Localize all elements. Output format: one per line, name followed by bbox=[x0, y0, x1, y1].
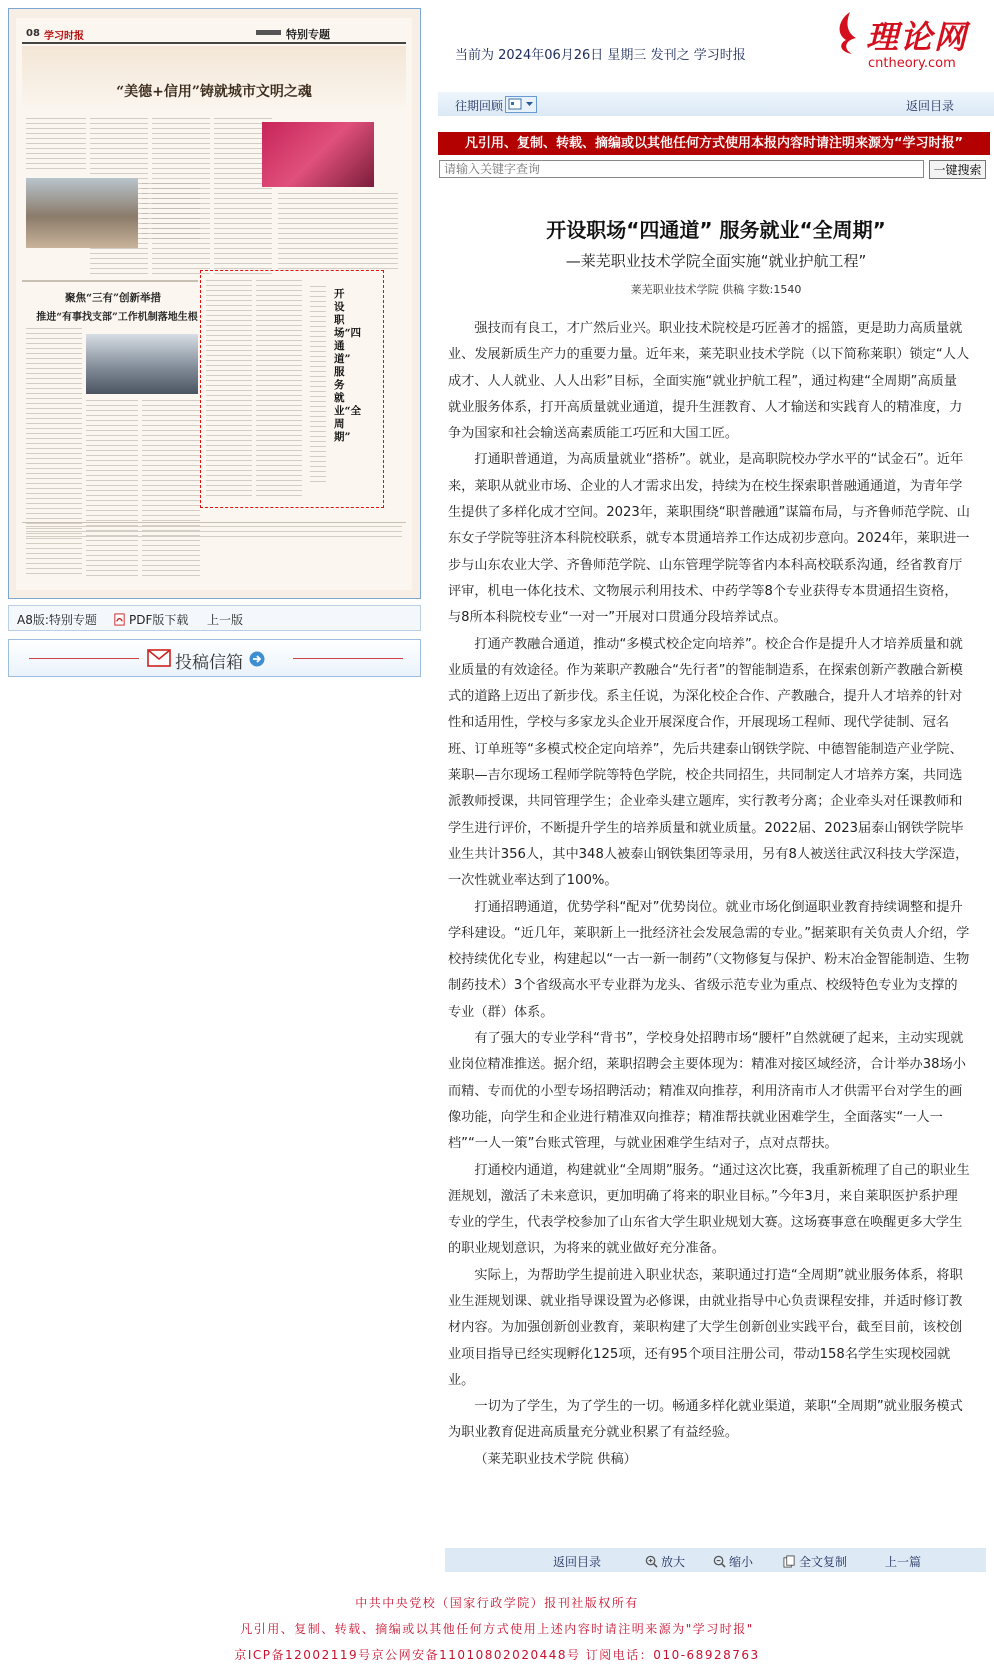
submission-mailbox-label: 投稿信箱 bbox=[175, 653, 243, 673]
article-paragraph: 打通校内通道，构建就业“全周期”服务。“通过这次比赛，我重新梳理了自己的职业生涯规划，激活了未来意识，更加明确了将来的职业目标。”今年3月，来自莱职医护系护理专业的学生，代表学校参加了山东省大学生职业规划大赛。这场赛事意在唤醒更多大学生的职业规划意识，为将来的就业做好充分准备。 bbox=[448, 1162, 970, 1257]
newspaper-photo-crowd bbox=[26, 178, 138, 248]
article-paragraph: 强技而有良工，才广然后业兴。职业技术院校是巧匠善才的摇篮，更是助力高质量就业、发展新质生产力的重要力量。近年来，莱芜职业技术学院（以下简称莱职）锁定“人人成才、人人就业、人人出彩”目标，全面实施“就业护航工程”，通过构建“全周期”高质量就业服务体系，打开高质量就业通道，提升生涯教育、人才输送和实践育人的精准度，力争为国家和社会输送高素质能工巧匠和大国工匠。 bbox=[448, 321, 970, 442]
article-paragraph: 打通产教融合通道，推动“多模式校企定向培养”。校企合作是提升人才培养质量和就业质量的有效途径。作为莱职产教融合“先行者”的智能制造系，在探索创新产教融合新模式的道路上迈出了新步伐。系主任说，为深化校企合作、产教融合，提升人才培养的针对性和适用性，学校与多家龙头企业开展深度合作，开展现场工程师、现代学徒制、冠名班、订单班等“多模式校企定向培养”，先后共建泰山钢铁学院、中德智能制造产业学院、莱职—吉尔现场工程师学院等特色学院，校企共同招生，共同制定人才培养方案，共同选派教师授课，共同管理学生；企业牵头建立题库，实行教考分离；企业牵头对任课教师和学生进行评价，不断提升学生的培养质量和就业质量。2022届、2023届泰山钢铁学院毕业生共计356人，其中348人被泰山钢铁集团等录用，另有8人被送往武汉科技大学深造，一次性就业率达到了100%。 bbox=[448, 636, 969, 889]
article-byline: （莱芜职业技术学院 供稿） bbox=[474, 1451, 637, 1467]
page-toolbar bbox=[8, 605, 421, 631]
archive-label: 往期回顾 bbox=[455, 99, 504, 113]
prev-page-link[interactable]: 上一版 bbox=[207, 613, 244, 627]
newspaper-section: 特别专题 bbox=[286, 28, 330, 41]
newspaper-headline-2b: 推进“有事找支部”工作机制落地生根 bbox=[36, 312, 198, 323]
newspaper-vertical-title: 开设职场“四通道” 服务就业“全周期” bbox=[334, 288, 362, 443]
pdf-download-link[interactable] bbox=[113, 611, 188, 628]
chevron-down-icon bbox=[525, 100, 534, 109]
newspaper-headline-2a: 聚焦“三有”创新举措 bbox=[64, 292, 162, 304]
newspaper-headline-1: “美德+信用”铸就城市文明之魂 bbox=[116, 84, 312, 100]
zoom-out-icon bbox=[713, 1555, 726, 1568]
logo-text: 理论网 bbox=[866, 18, 969, 56]
article-paragraph: 有了强大的专业学科“背书”，学校身处招聘市场“腰杆”自然就硬了起来，主动实现就业岗位精准推送。据介绍，莱职招聘会主要体现为：精准对接区域经济，合计举办38场小而精、专而优的小型专场招聘活动；精准双向推荐，利用济南市人才供需平台对学生的画像功能，向学生和企业进行精准双向推荐；精准帮扶就业困难学生，全面落实“一人一档”“一人一策”台账式管理，与就业困难学生结对子，点对点帮扶。 bbox=[448, 1031, 966, 1152]
zoom-in-label: 放大 bbox=[661, 1555, 686, 1569]
current-date-line: 当前为 2024年06月26日 星期三 发刊之 学习时报 bbox=[455, 48, 746, 63]
article-meta: 莱芜职业技术学院 供稿 字数:1540 bbox=[630, 283, 802, 296]
envelope-icon bbox=[147, 649, 171, 667]
newspaper-photo-meeting bbox=[86, 334, 198, 394]
article-body bbox=[448, 316, 970, 1473]
feature-banner bbox=[22, 46, 406, 111]
search-button[interactable]: 一键搜索 bbox=[929, 160, 986, 179]
prev-article-link[interactable]: 上一篇 bbox=[885, 1555, 922, 1569]
footer-icp: 京ICP备12002119号京公网安备11010802020448号 订阅电话：010-68928763 bbox=[234, 1648, 760, 1662]
newspaper-masthead: 学习时报 bbox=[44, 31, 84, 42]
archive-date-picker[interactable] bbox=[505, 96, 537, 113]
newspaper-photo-stage bbox=[262, 122, 374, 187]
copyright-notice-banner: 凡引用、复制、转载、摘编或以其他任何方式使用本报内容时请注明来源为“学习时报” bbox=[438, 132, 990, 155]
search-input[interactable] bbox=[439, 160, 924, 178]
arrow-right-icon bbox=[249, 651, 265, 667]
calendar-icon bbox=[508, 98, 522, 110]
article-paragraph: 一切为了学生，为了学生的一切。畅通多样化就业渠道，莱职“全周期”就业服务模式为职业教育促进高质量充分就业积累了有益经验。 bbox=[448, 1399, 963, 1441]
article-paragraph: 打通招聘通道，优势学科“配对”优势岗位。就业市场化倒逼职业教育持续调整和提升学科建设。“近几年，莱职新上一批经济社会发展急需的专业。”据莱职有关负责人介绍，学校持续优化专业，构建起以“一古一新一制药”（文物修复与保护、粉末冶金智能制造、生物制药技术）3个省级高水平专业群为龙头、省级示范专业为重点、校级特色专业为支撑的专业（群）体系。 bbox=[448, 899, 970, 1020]
submission-mailbox-button[interactable] bbox=[8, 639, 421, 677]
article-back-link[interactable]: 返回目录 bbox=[553, 1555, 602, 1569]
article-paragraph: 打通职普通道，为高质量就业“搭桥”。就业，是高职院校办学水平的“试金石”。近年来，莱职从就业市场、企业的人才需求出发，持续为在校生探索职普融通通道，为青年学生提供了多样化成才空间。2023年，莱职围绕“职普融通”谋篇布局，与齐鲁师范学院、山东女子学院等驻济本科院校联系，就专本贯通培养工作达成初步意向。2024年，莱职进一步与山东农业大学、齐鲁师范学院、山东管理学院等省内本科高校联系沟通，经省教育厅评审，机电一体化技术、文物展示利用技术、中药学等8个专业获得专本贯通招生资格，与8所本科院校专业“一对一”开展对口贯通分段培养试点。 bbox=[448, 452, 970, 626]
back-to-index-link[interactable]: 返回目录 bbox=[906, 99, 955, 113]
pdf-icon bbox=[113, 613, 126, 626]
newspaper-page-no: 08 bbox=[26, 28, 40, 39]
current-page-label[interactable]: A8版:特别专题 bbox=[17, 613, 97, 627]
footer-citation-notice: 凡引用、复制、转载、摘编或以其他任何方式使用上述内容时请注明来源为"学习时报" bbox=[240, 1622, 754, 1636]
copy-icon bbox=[783, 1555, 796, 1568]
newspaper-page-image[interactable] bbox=[16, 18, 412, 590]
zoom-out-button[interactable] bbox=[713, 1553, 753, 1570]
article-subtitle: —莱芜职业技术学院全面实施“就业护航工程” bbox=[565, 252, 867, 270]
copy-all-label: 全文复制 bbox=[799, 1555, 848, 1569]
copy-all-button[interactable] bbox=[783, 1553, 847, 1570]
zoom-in-button[interactable] bbox=[645, 1553, 685, 1570]
article-paragraph: 实际上，为帮助学生提前进入职业状态，莱职通过打造“全周期”就业服务体系，将职业生涯规划课、就业指导课设置为必修课，由就业指导中心负责课程安排，并适时修订教材内容。为加强创新创业教育，莱职构建了大学生创新创业实践平台，截至目前，该校创业项目指导已经实现孵化125项，还有95个项目注册公司，带动158名学生实现校园就业。 bbox=[448, 1267, 963, 1388]
logo-domain: cntheory.com bbox=[868, 56, 956, 71]
zoom-in-icon bbox=[645, 1555, 658, 1568]
site-logo[interactable] bbox=[830, 10, 985, 80]
site-footer bbox=[0, 1590, 994, 1668]
logo-mark-icon bbox=[832, 10, 862, 56]
zoom-out-label: 缩小 bbox=[729, 1555, 754, 1569]
article-toolbar bbox=[445, 1548, 986, 1572]
footer-copyright: 中共中央党校（国家行政学院）报刊社版权所有 bbox=[355, 1596, 639, 1610]
pdf-download-label: PDF版下载 bbox=[129, 613, 189, 627]
article-title: 开设职场“四通道” 服务就业“全周期” bbox=[546, 218, 886, 242]
